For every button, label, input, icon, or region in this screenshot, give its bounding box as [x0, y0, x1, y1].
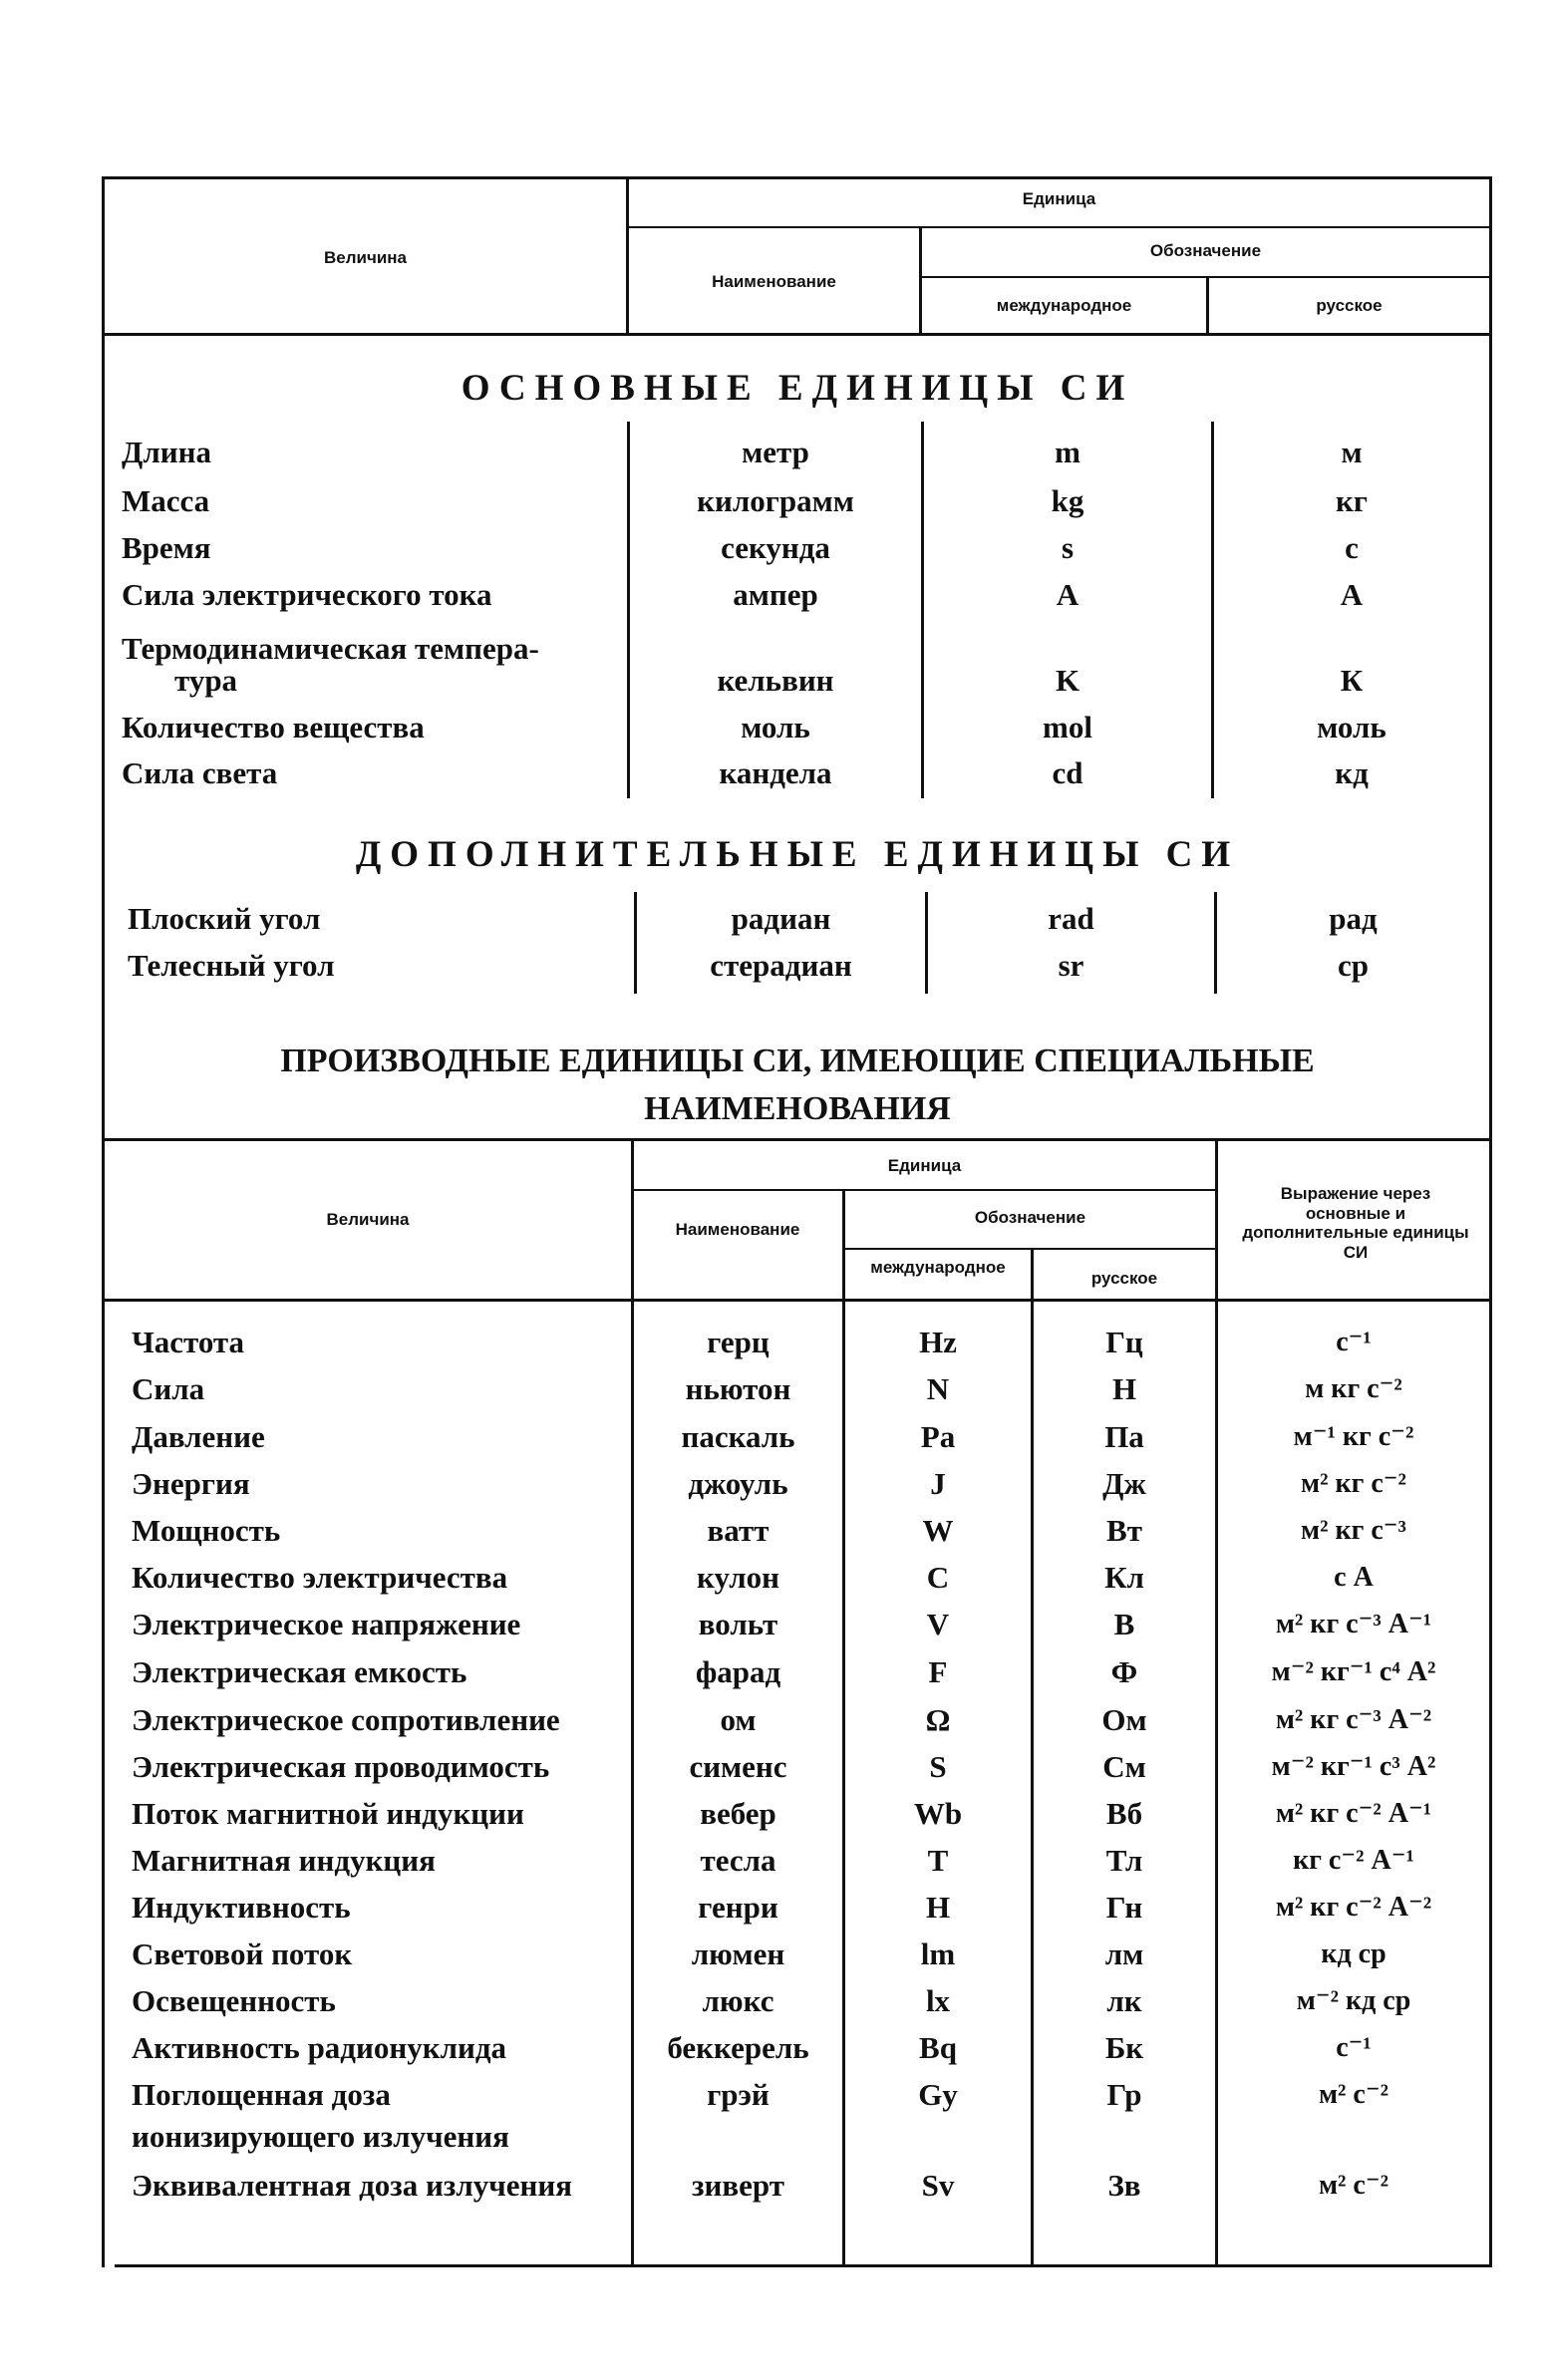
- table-row: [0, 1791, 1542, 1837]
- unit-name-cell: герц: [707, 1325, 770, 1359]
- intl-symbol-cell: mol: [1043, 710, 1092, 744]
- rus-symbol-cell: м: [1341, 435, 1363, 469]
- rus-symbol-cell: лм: [1104, 1936, 1144, 1971]
- intl-symbol-cell: cd: [1052, 755, 1083, 790]
- expression-cell: м⁻² кг⁻¹ с⁴ А²: [1271, 1656, 1436, 1687]
- unit-name-cell: моль: [741, 710, 810, 744]
- expression-cell: м кг с⁻²: [1305, 1373, 1402, 1404]
- unit-name-cell: люмен: [691, 1936, 785, 1971]
- quantity-cell: Сила света: [122, 755, 278, 790]
- rus-symbol-cell: Бк: [1104, 2030, 1144, 2065]
- s3-header-name: Наименование: [675, 1220, 800, 1239]
- expression-cell: м⁻² кг⁻¹ с³ А²: [1271, 1751, 1436, 1782]
- table-row: [0, 750, 1542, 796]
- s3-header-unit: Единица: [887, 1156, 962, 1175]
- header-unit: Единица: [1022, 189, 1096, 208]
- quantity-cell: Индуктивность: [132, 1890, 351, 1925]
- unit-name-cell: ом: [720, 1702, 757, 1737]
- s3-header-russian: русское: [1090, 1269, 1158, 1288]
- quantity-cell: Термодинамическая темпера-: [122, 631, 539, 666]
- rule-bottom: [115, 2264, 1492, 2267]
- rus-symbol-cell: Вт: [1106, 1513, 1142, 1548]
- expression-cell: м² кг с⁻³ А⁻¹: [1275, 1609, 1432, 1639]
- expression-cell: м² кг с⁻² А⁻¹: [1275, 1798, 1432, 1829]
- quantity-cell: Сила: [132, 1371, 205, 1406]
- expression-cell: с⁻¹: [1336, 2032, 1372, 2063]
- section-title-base-units: ОСНОВНЫЕ ЕДИНИЦЫ СИ: [461, 368, 1134, 409]
- rus-symbol-cell: Ф: [1110, 1654, 1138, 1689]
- unit-name-cell: грэй: [707, 2077, 770, 2112]
- intl-symbol-cell: kg: [1051, 483, 1084, 518]
- rus-symbol-cell: лк: [1106, 1983, 1142, 2018]
- expression-cell: с А: [1334, 1562, 1374, 1593]
- s3-header-international: международное: [870, 1258, 1006, 1277]
- quantity-cell: Масса: [122, 483, 210, 518]
- intl-symbol-cell: m: [1055, 435, 1080, 469]
- unit-name-cell: люкс: [702, 1983, 774, 2018]
- quantity-cell: Электрическая емкость: [132, 1654, 467, 1689]
- section-title-derived-units-line2: НАИМЕНОВАНИЯ: [644, 1090, 951, 1127]
- unit-name-cell: килограмм: [697, 483, 854, 518]
- table-row: [0, 1885, 1542, 1931]
- expression-cell: с⁻¹: [1336, 1327, 1372, 1357]
- rus-symbol-cell: См: [1102, 1749, 1146, 1784]
- rule-top: [102, 176, 1492, 179]
- quantity-cell: Световой поток: [132, 1936, 353, 1971]
- rule-header-unit: [628, 226, 1491, 228]
- rus-symbol-cell: с: [1345, 530, 1359, 565]
- unit-name-cell: кулон: [697, 1560, 779, 1595]
- table-row: [0, 1461, 1542, 1507]
- expression-cell: м² кг с⁻³ А⁻²: [1275, 1704, 1432, 1735]
- unit-name-cell: метр: [742, 435, 809, 469]
- quantity-cell-continued: тура: [174, 663, 238, 698]
- intl-symbol-cell: N: [926, 1371, 950, 1406]
- intl-symbol-cell: J: [930, 1466, 946, 1501]
- intl-symbol-cell: rad: [1048, 901, 1094, 936]
- rus-symbol-cell: Дж: [1102, 1466, 1146, 1501]
- table-row: [0, 943, 1542, 989]
- unit-name-cell: генри: [698, 1890, 778, 1925]
- unit-name-cell: кандела: [719, 755, 832, 790]
- rus-symbol-cell: Вб: [1105, 1796, 1143, 1831]
- header-quantity: Величина: [323, 248, 408, 267]
- unit-name-cell: ампер: [733, 577, 818, 612]
- unit-name-cell: сименс: [689, 1749, 787, 1784]
- table-row: [0, 896, 1542, 942]
- intl-symbol-cell: F: [928, 1654, 948, 1689]
- header-international: международное: [996, 296, 1132, 315]
- quantity-cell: Количество вещества: [122, 710, 425, 744]
- header-russian: русское: [1316, 296, 1383, 315]
- expression-cell: м⁻¹ кг с⁻²: [1293, 1421, 1414, 1452]
- table-row: [0, 1508, 1542, 1554]
- quantity-cell: Магнитная индукция: [132, 1843, 436, 1878]
- intl-symbol-cell: s: [1061, 530, 1075, 565]
- s3-header-designation: Обозначение: [974, 1208, 1086, 1227]
- quantity-cell: Активность радионуклида: [132, 2030, 507, 2065]
- quantity-cell: Количество электричества: [132, 1560, 508, 1595]
- quantity-cell: Мощность: [132, 1513, 281, 1548]
- section-title-derived-units-line1: ПРОИЗВОДНЫЕ ЕДИНИЦЫ СИ, ИМЕЮЩИЕ СПЕЦИАЛЬНЫЕ: [280, 1042, 1315, 1079]
- quantity-cell: Длина: [122, 435, 211, 469]
- expression-cell: м⁻² кд ср: [1296, 1985, 1411, 2016]
- s3-header-expression: Выражение через основные и дополнительные единицы СИ: [1242, 1184, 1469, 1262]
- quantity-cell: Сила электрического тока: [122, 577, 492, 612]
- rus-symbol-cell: моль: [1317, 710, 1387, 744]
- rus-symbol-cell: кг: [1336, 483, 1368, 518]
- rus-symbol-cell: Зв: [1107, 2168, 1141, 2203]
- unit-name-cell: фарад: [695, 1654, 781, 1689]
- rule-header-bottom: [102, 333, 1492, 336]
- quantity-cell: Плоский угол: [128, 901, 321, 936]
- table-row: [0, 1366, 1542, 1412]
- unit-name-cell: ньютон: [685, 1371, 791, 1406]
- header-designation: Обозначение: [1149, 241, 1262, 260]
- s3-header-quantity: Величина: [326, 1210, 410, 1229]
- unit-name-cell: джоуль: [688, 1466, 788, 1501]
- table-row: [0, 478, 1542, 524]
- intl-symbol-cell: Wb: [913, 1796, 963, 1831]
- quantity-cell: Поток магнитной индукции: [132, 1796, 524, 1831]
- unit-name-cell: кельвин: [717, 663, 834, 698]
- intl-symbol-cell: Bq: [919, 2030, 957, 2065]
- table-row: [0, 1932, 1542, 1977]
- intl-symbol-cell: sr: [1058, 948, 1084, 983]
- quantity-cell-continued: ионизирующего излучения: [132, 2119, 509, 2154]
- expression-cell: м² кг с⁻³: [1301, 1515, 1406, 1546]
- table-row: [0, 2163, 1542, 2209]
- table-row: [0, 658, 1542, 704]
- rus-symbol-cell: Гн: [1105, 1890, 1143, 1925]
- rus-symbol-cell: Н: [1111, 1371, 1137, 1406]
- quantity-cell: Электрическое сопротивление: [132, 1702, 560, 1737]
- intl-symbol-cell: Gy: [918, 2077, 958, 2112]
- rus-symbol-cell: Кл: [1104, 1560, 1144, 1595]
- intl-symbol-cell: H: [925, 1890, 951, 1925]
- table-row: [0, 1555, 1542, 1601]
- unit-name-cell: стерадиан: [710, 948, 852, 983]
- rus-symbol-cell: Ом: [1101, 1702, 1147, 1737]
- unit-name-cell: беккерель: [667, 2030, 809, 2065]
- unit-name-cell: вольт: [698, 1607, 778, 1641]
- intl-symbol-cell: lm: [920, 1936, 956, 1971]
- expression-cell: м² с⁻²: [1318, 2170, 1389, 2201]
- table-row: [0, 1320, 1542, 1365]
- table-row: [0, 525, 1542, 571]
- rule-right-header: [1489, 176, 1492, 336]
- intl-symbol-cell: Hz: [919, 1325, 957, 1359]
- rus-symbol-cell: Гр: [1106, 2077, 1142, 2112]
- unit-name-cell: вебер: [700, 1796, 776, 1831]
- intl-symbol-cell: Pa: [920, 1419, 956, 1454]
- quantity-cell: Поглощенная доза: [132, 2077, 391, 2112]
- expression-cell: кд ср: [1321, 1938, 1387, 1969]
- table-row: [0, 1744, 1542, 1790]
- quantity-cell: Телесный угол: [128, 948, 335, 983]
- unit-name-cell: тесла: [700, 1843, 776, 1878]
- rus-symbol-cell: ср: [1338, 948, 1369, 983]
- quantity-cell: Энергия: [132, 1466, 250, 1501]
- quantity-cell: Частота: [132, 1325, 245, 1359]
- quantity-cell: Освещенность: [132, 1983, 336, 2018]
- expression-cell: м² с⁻²: [1318, 2079, 1389, 2110]
- intl-symbol-cell: T: [927, 1843, 949, 1878]
- rule-s3-top: [102, 1138, 1492, 1141]
- table-row: [0, 1602, 1542, 1647]
- header-name: Наименование: [712, 272, 836, 291]
- rus-symbol-cell: Тл: [1105, 1843, 1143, 1878]
- intl-symbol-cell: C: [926, 1560, 950, 1595]
- rus-symbol-cell: К: [1340, 663, 1364, 698]
- section-title-supplementary-units: ДОПОЛНИТЕЛЬНЫЕ ЕДИНИЦЫ СИ: [355, 834, 1240, 875]
- expression-cell: м² кг с⁻²: [1301, 1468, 1406, 1499]
- quantity-cell: Электрическое напряжение: [132, 1607, 521, 1641]
- table-row: [0, 2025, 1542, 2071]
- rus-symbol-cell: А: [1340, 577, 1364, 612]
- unit-name-cell: радиан: [731, 901, 831, 936]
- table-row: [0, 1978, 1542, 2024]
- table-row: [0, 2114, 1542, 2160]
- unit-name-cell: зиверт: [692, 2168, 784, 2203]
- table-row: [0, 705, 1542, 750]
- rule-s3-unit: [633, 1189, 1217, 1191]
- intl-symbol-cell: K: [1055, 663, 1080, 698]
- table-row: [0, 2072, 1542, 2118]
- quantity-cell: Электрическая проводимость: [132, 1749, 550, 1784]
- quantity-cell: Эквивалентная доза излучения: [132, 2168, 572, 2203]
- intl-symbol-cell: Ω: [925, 1702, 951, 1737]
- rus-symbol-cell: кд: [1335, 755, 1369, 790]
- rus-symbol-cell: В: [1113, 1607, 1135, 1641]
- table-row: [0, 1697, 1542, 1743]
- rus-symbol-cell: Гц: [1105, 1325, 1143, 1359]
- expression-cell: кг с⁻² А⁻¹: [1293, 1845, 1414, 1876]
- table-row: [0, 1838, 1542, 1884]
- table-row: [0, 572, 1542, 618]
- table-row: [0, 430, 1542, 475]
- intl-symbol-cell: lx: [925, 1983, 951, 2018]
- expression-cell: м² кг с⁻² А⁻²: [1275, 1892, 1432, 1923]
- intl-symbol-cell: Sv: [921, 2168, 955, 2203]
- intl-symbol-cell: V: [926, 1607, 950, 1641]
- table-row: [0, 1649, 1542, 1695]
- table-row: [0, 1414, 1542, 1460]
- quantity-cell: Давление: [132, 1419, 265, 1454]
- unit-name-cell: секунда: [721, 530, 830, 565]
- intl-symbol-cell: A: [1056, 577, 1079, 612]
- unit-name-cell: ватт: [707, 1513, 770, 1548]
- intl-symbol-cell: S: [929, 1749, 947, 1784]
- unit-name-cell: паскаль: [681, 1419, 795, 1454]
- quantity-cell: Время: [122, 530, 211, 565]
- rus-symbol-cell: рад: [1329, 901, 1378, 936]
- rule-s3-header-bottom: [102, 1299, 1492, 1302]
- rus-symbol-cell: Па: [1104, 1419, 1144, 1454]
- intl-symbol-cell: W: [922, 1513, 954, 1548]
